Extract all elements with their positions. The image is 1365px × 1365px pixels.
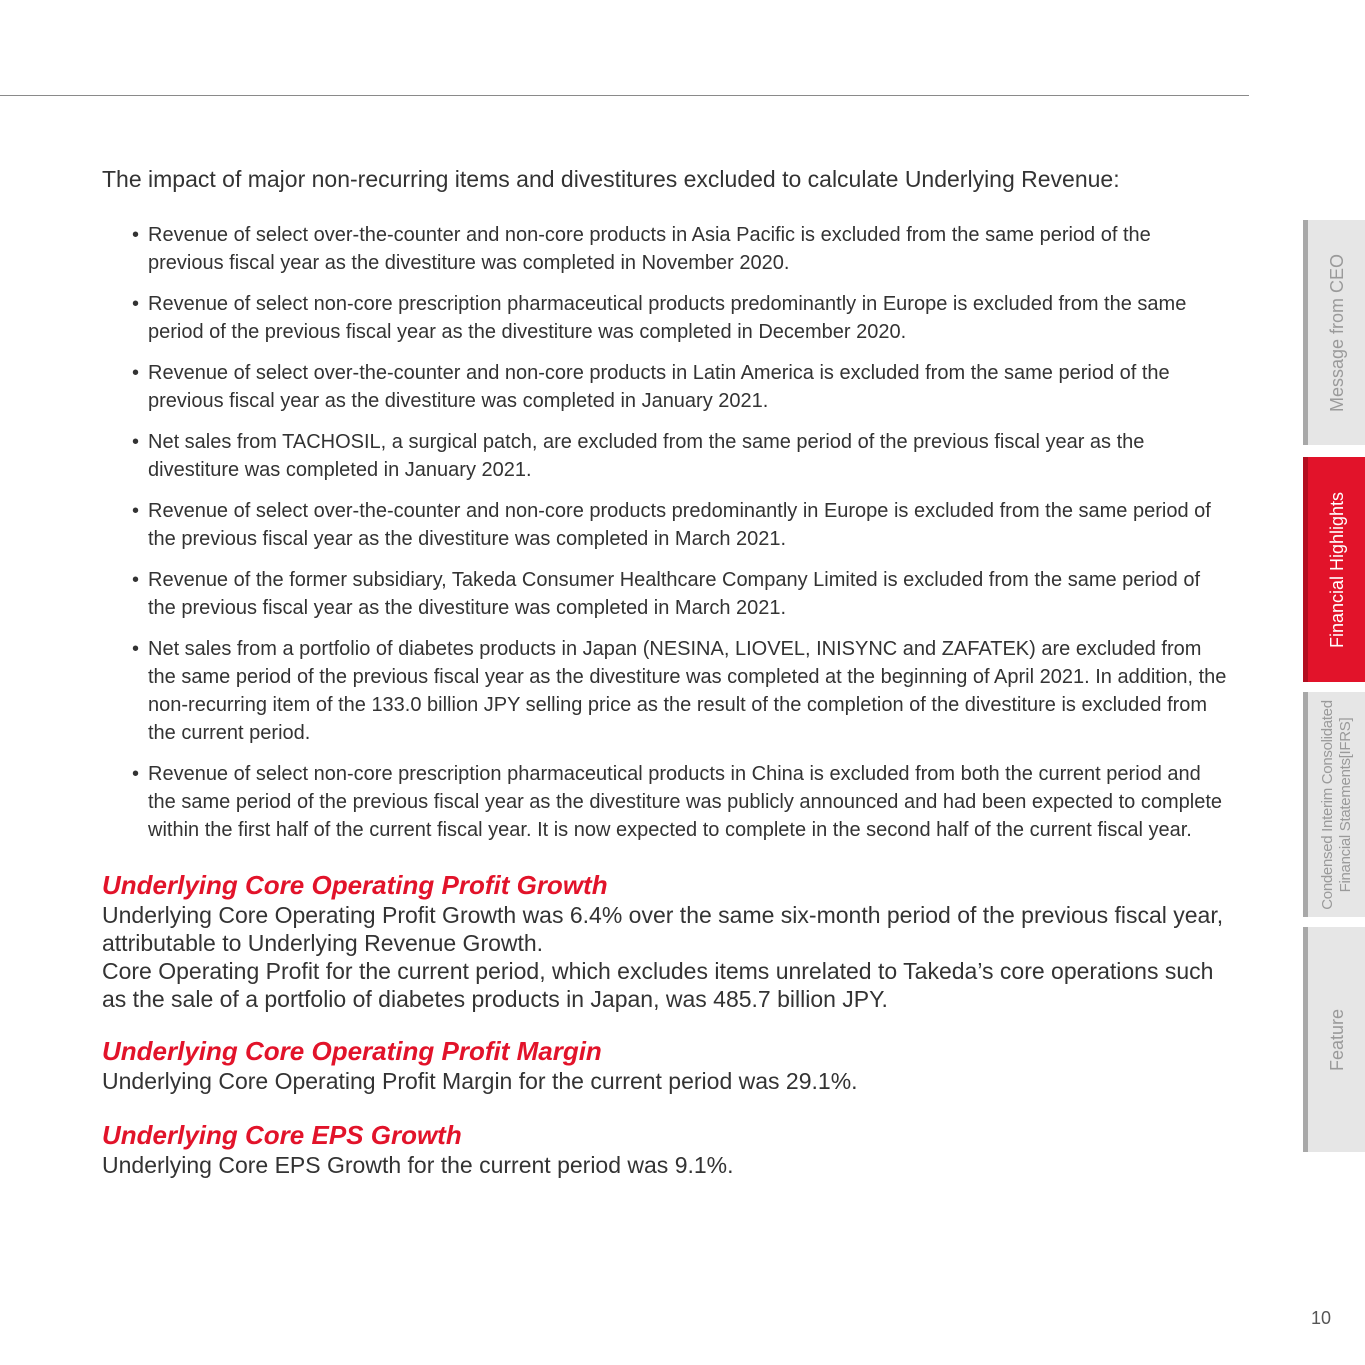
list-item-text: Revenue of select non-core prescription pharmaceutical products in China is excluded from both the current period and the same period of the previous fiscal year as the divestiture was publicly announced and had been expected to complete within the first half of the current fiscal year. It is now expected to complete in the second half of the current fiscal year.	[148, 763, 1222, 841]
list-item	[132, 221, 1227, 277]
header-divider	[0, 95, 1249, 96]
intro-text: The impact of major non-recurring items and divestitures excluded to calculate Underlying Revenue:	[102, 166, 1120, 192]
list-item-text: Net sales from TACHOSIL, a surgical patch, are excluded from the same period of the previous fiscal year as the divestiture was completed in January 2021.	[148, 431, 1145, 481]
list-item	[132, 359, 1227, 415]
list-item	[132, 566, 1227, 622]
list-item-text: Revenue of select over-the-counter and non-core products in Latin America is excluded from the same period of the previous fiscal year as the divestiture was completed in January 2021.	[148, 362, 1170, 412]
list-item	[132, 428, 1227, 484]
page-number: 10	[1310, 1308, 1332, 1328]
bullet-icon: •	[132, 362, 140, 384]
bullet-icon: •	[132, 569, 140, 591]
bullet-icon: •	[132, 293, 140, 315]
bullet-icon: •	[132, 224, 140, 246]
divestiture-list	[102, 221, 1227, 844]
list-item-text: Revenue of the former subsidiary, Takeda Consumer Healthcare Company Limited is excluded from the same period of the previous fiscal year as the divestiture was completed in March 2021.	[148, 569, 1201, 619]
section-heading: Underlying Core EPS Growth	[102, 1120, 462, 1150]
tab-feature[interactable]	[1303, 927, 1365, 1152]
section-body: Underlying Core EPS Growth for the current period was 9.1%.	[102, 1152, 734, 1178]
main-content	[102, 162, 1227, 1179]
tab-message-from-ceo[interactable]	[1303, 220, 1365, 445]
section-heading: Underlying Core Operating Profit Margin	[102, 1036, 602, 1066]
section-eps-growth	[102, 1119, 1227, 1179]
bullet-icon: •	[132, 500, 140, 522]
bullet-icon: •	[132, 763, 140, 785]
tab-financial-highlights[interactable]	[1303, 457, 1365, 682]
section-body: Underlying Core Operating Profit Margin for the current period was 29.1%.	[102, 1068, 858, 1094]
list-item-text: Revenue of select over-the-counter and non-core products predominantly in Europe is excluded from the same period of the previous fiscal year as the divestiture was completed in March 2021.	[148, 500, 1211, 550]
list-item-text: Revenue of select over-the-counter and non-core products in Asia Pacific is excluded from the same period of the previous fiscal year as the divestiture was completed in November 2020.	[148, 224, 1151, 274]
list-item	[132, 497, 1227, 553]
bullet-icon: •	[132, 638, 140, 660]
list-item	[132, 290, 1227, 346]
list-item-text: Net sales from a portfolio of diabetes products in Japan (NESINA, LIOVEL, INISYNC and ZAFATEK) are excluded from the same period of the previous fiscal year as the divestiture was completed at the beginning of April 2021. In addition, the non-recurring item of the 133.0 billion JPY selling price as the result of the completion of the divestiture is excluded from the current period.	[148, 638, 1227, 744]
section-body: Underlying Core Operating Profit Growth was 6.4% over the same six-month period of the previous fiscal year, attributable to Underlying Revenue Growth.	[102, 902, 1224, 956]
tab-condensed-financial-statements[interactable]	[1303, 692, 1365, 917]
list-item	[132, 760, 1227, 844]
list-item	[132, 635, 1227, 747]
section-operating-profit-growth	[102, 869, 1227, 1013]
tab-label: Financial Highlights	[1326, 491, 1347, 648]
section-body: Core Operating Profit for the current period, which excludes items unrelated to Takeda’s core operations such as the sale of a portfolio of diabetes products in Japan, was 485.7 billion JPY.	[102, 958, 1214, 1012]
bullet-icon: •	[132, 431, 140, 453]
list-item-text: Revenue of select non-core prescription pharmaceutical products predominantly in Europe is excluded from the same period of the previous fiscal year as the divestiture was completed in December 2020.	[148, 293, 1187, 343]
tab-label: Condensed Interim Consolidated Financial Statements[IFRS]	[1318, 699, 1354, 910]
section-operating-profit-margin	[102, 1035, 1227, 1095]
section-heading: Underlying Core Operating Profit Growth	[102, 870, 608, 900]
tab-label: Message from CEO	[1326, 253, 1347, 412]
tab-label: Feature	[1326, 1008, 1347, 1071]
